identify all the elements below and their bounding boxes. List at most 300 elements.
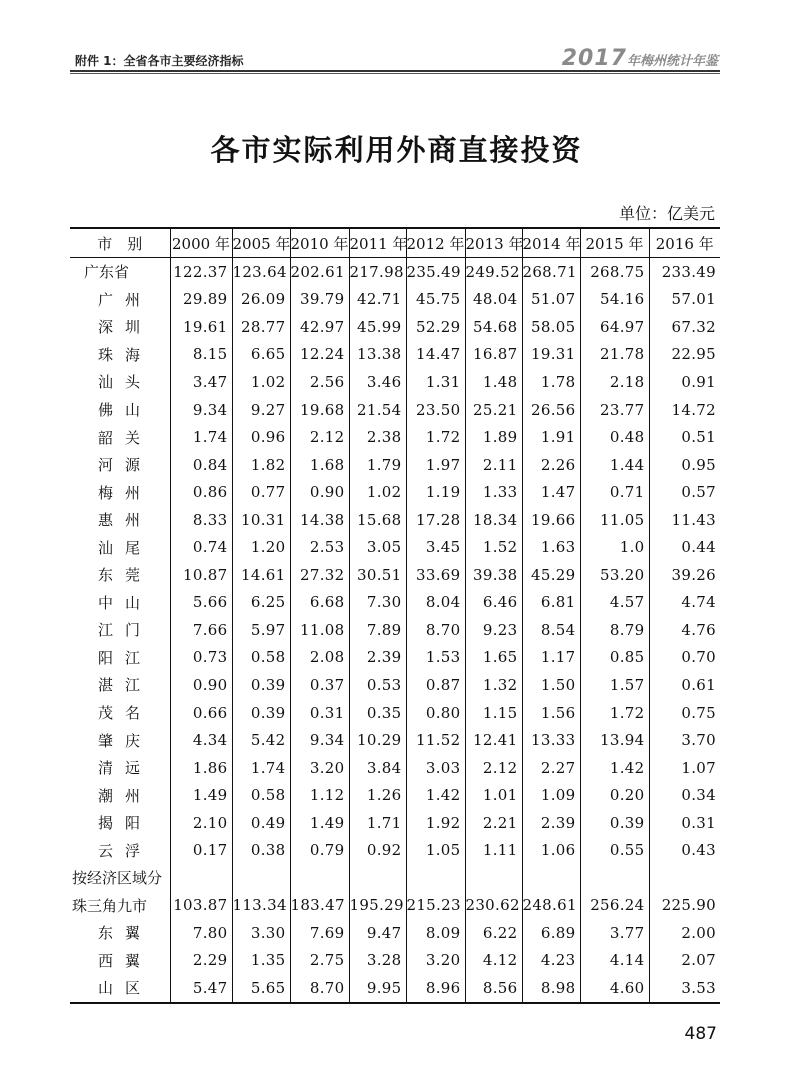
table-cell: 57.01 (649, 286, 720, 314)
table-cell: 217.98 (349, 258, 406, 286)
table-cell: 0.90 (170, 671, 232, 699)
table-row (70, 506, 720, 534)
table-row (70, 644, 720, 672)
row-label: 东莞 (98, 566, 153, 585)
table-cell: 2.21 (465, 809, 522, 837)
table-row (70, 726, 720, 754)
column-header-city: 市 别 (70, 228, 170, 258)
table-row (70, 368, 720, 396)
table-cell: 2.27 (522, 754, 580, 782)
row-label: 梅州 (98, 483, 153, 502)
table-cell: 0.96 (232, 423, 290, 451)
table-cell: 1.86 (170, 754, 232, 782)
table-cell: 13.94 (580, 726, 649, 754)
table-cell: 1.09 (522, 781, 580, 809)
table-cell: 268.71 (522, 258, 580, 286)
table-cell: 4.34 (170, 726, 232, 754)
row-label: 揭阳 (98, 814, 153, 833)
table-cell: 1.19 (406, 478, 465, 506)
table-cell: 2.39 (349, 644, 406, 672)
table-cell: 0.71 (580, 478, 649, 506)
yearbook-year: 2017 (561, 46, 627, 71)
table-cell: 45.99 (349, 313, 406, 341)
table-row (70, 919, 720, 947)
table-row (70, 809, 720, 837)
table-cell: 1.91 (522, 423, 580, 451)
header-rule-thin (70, 73, 720, 74)
table-cell: 5.42 (232, 726, 290, 754)
table-cell: 0.95 (649, 451, 720, 479)
table-row (70, 341, 720, 369)
table-cell: 2.53 (290, 533, 349, 561)
table-cell: 1.50 (522, 671, 580, 699)
table-cell: 0.74 (170, 533, 232, 561)
table-cell: 3.20 (290, 754, 349, 782)
table-cell: 1.72 (406, 423, 465, 451)
table-cell: 8.15 (170, 341, 232, 369)
table-cell: 113.34 (232, 892, 290, 920)
table-cell: 0.66 (170, 699, 232, 727)
table-cell: 1.49 (290, 809, 349, 837)
table-cell: 10.87 (170, 561, 232, 589)
table-cell: 3.84 (349, 754, 406, 782)
table-cell: 67.32 (649, 313, 720, 341)
table-cell: 1.65 (465, 644, 522, 672)
table-cell: 8.54 (522, 616, 580, 644)
table-cell: 39.26 (649, 561, 720, 589)
column-header-year: 2016 年 (649, 228, 720, 258)
table-cell: 1.53 (406, 644, 465, 672)
table-cell: 1.71 (349, 809, 406, 837)
table-cell: 1.20 (232, 533, 290, 561)
table-cell: 45.75 (406, 286, 465, 314)
table-cell: 9.95 (349, 974, 406, 1003)
table-cell: 51.07 (522, 286, 580, 314)
table-cell: 1.89 (465, 423, 522, 451)
table-cell: 0.79 (290, 836, 349, 864)
table-cell: 4.14 (580, 947, 649, 975)
row-label: 汕尾 (98, 538, 153, 557)
table-cell: 0.43 (649, 836, 720, 864)
table-cell: 23.77 (580, 396, 649, 424)
table-cell: 1.35 (232, 947, 290, 975)
table-cell: 54.16 (580, 286, 649, 314)
table-cell: 1.72 (580, 699, 649, 727)
table-cell: 0.57 (649, 478, 720, 506)
table-cell: 8.79 (580, 616, 649, 644)
row-label: 清远 (98, 759, 153, 778)
row-label: 潮州 (98, 786, 153, 805)
table-cell (170, 864, 232, 892)
table-cell: 249.52 (465, 258, 522, 286)
table-cell: 4.23 (522, 947, 580, 975)
table-cell: 3.05 (349, 533, 406, 561)
row-label: 广州 (98, 290, 153, 309)
table-cell: 6.68 (290, 589, 349, 617)
table-cell: 0.73 (170, 644, 232, 672)
table-cell: 3.77 (580, 919, 649, 947)
table-cell: 0.87 (406, 671, 465, 699)
table-cell: 0.35 (349, 699, 406, 727)
table-cell: 1.01 (465, 781, 522, 809)
unit-label: 单位：亿美元 (618, 204, 715, 223)
table-cell: 1.07 (649, 754, 720, 782)
table-cell: 7.80 (170, 919, 232, 947)
table-row (70, 533, 720, 561)
table-cell: 9.27 (232, 396, 290, 424)
table-cell: 0.39 (232, 699, 290, 727)
table-cell: 8.56 (465, 974, 522, 1003)
page-number: 487 (684, 1024, 717, 1044)
yearbook-header (562, 46, 718, 71)
table-cell: 1.74 (170, 423, 232, 451)
table-cell: 53.20 (580, 561, 649, 589)
table-cell: 9.34 (290, 726, 349, 754)
table-cell: 27.32 (290, 561, 349, 589)
table-row (70, 451, 720, 479)
table-cell: 2.26 (522, 451, 580, 479)
table-cell: 1.26 (349, 781, 406, 809)
column-header-year: 2014 年 (522, 228, 580, 258)
table-cell: 11.08 (290, 616, 349, 644)
table-cell: 3.45 (406, 533, 465, 561)
table-cell (465, 864, 522, 892)
table-cell: 1.92 (406, 809, 465, 837)
table-cell: 39.38 (465, 561, 522, 589)
fdi-table (70, 227, 720, 1004)
table-row (70, 423, 720, 451)
row-label: 西翼 (98, 951, 153, 970)
table-cell: 58.05 (522, 313, 580, 341)
table-cell: 1.42 (580, 754, 649, 782)
table-cell: 183.47 (290, 892, 349, 920)
table-cell: 14.38 (290, 506, 349, 534)
table-cell: 3.30 (232, 919, 290, 947)
section-header: 附件 1：全省各市主要经济指标 (75, 54, 244, 68)
table-cell: 28.77 (232, 313, 290, 341)
table-cell: 0.48 (580, 423, 649, 451)
table-cell: 12.24 (290, 341, 349, 369)
table-cell: 54.68 (465, 313, 522, 341)
table-cell: 6.65 (232, 341, 290, 369)
table-cell: 2.18 (580, 368, 649, 396)
table-cell: 0.55 (580, 836, 649, 864)
table-row (70, 892, 720, 920)
table-cell: 0.49 (232, 809, 290, 837)
table-cell: 13.33 (522, 726, 580, 754)
table-cell: 2.11 (465, 451, 522, 479)
table-cell: 0.51 (649, 423, 720, 451)
table-cell: 1.06 (522, 836, 580, 864)
page-title: 各市实际利用外商直接投资 (210, 133, 583, 167)
table-cell (522, 864, 580, 892)
table-cell: 39.79 (290, 286, 349, 314)
table-cell: 0.20 (580, 781, 649, 809)
table-row (70, 616, 720, 644)
table-cell: 0.34 (649, 781, 720, 809)
table-cell: 2.75 (290, 947, 349, 975)
row-label: 阳江 (98, 648, 153, 667)
table-cell: 202.61 (290, 258, 349, 286)
table-cell: 195.29 (349, 892, 406, 920)
table-cell: 21.78 (580, 341, 649, 369)
table-body (70, 258, 720, 1003)
table-cell: 16.87 (465, 341, 522, 369)
column-header-year: 2005 年 (232, 228, 290, 258)
table-cell: 0.39 (232, 671, 290, 699)
row-label: 珠三角九市 (72, 896, 148, 915)
table-cell: 10.31 (232, 506, 290, 534)
table-cell (406, 864, 465, 892)
table-cell: 8.96 (406, 974, 465, 1003)
column-header-year: 2015 年 (580, 228, 649, 258)
row-label: 云浮 (98, 841, 153, 860)
row-label: 韶关 (98, 428, 153, 447)
column-header-year: 2010 年 (290, 228, 349, 258)
table-cell: 5.65 (232, 974, 290, 1003)
table-cell: 6.22 (465, 919, 522, 947)
table-cell: 17.28 (406, 506, 465, 534)
table-cell: 11.43 (649, 506, 720, 534)
table-cell: 1.56 (522, 699, 580, 727)
table-cell: 1.48 (465, 368, 522, 396)
table-cell: 1.05 (406, 836, 465, 864)
table-cell: 0.92 (349, 836, 406, 864)
table-cell: 103.87 (170, 892, 232, 920)
table-cell: 0.91 (649, 368, 720, 396)
table-cell: 0.39 (580, 809, 649, 837)
table-cell: 6.89 (522, 919, 580, 947)
table-row (70, 836, 720, 864)
row-label: 茂名 (98, 704, 153, 723)
table-cell: 19.61 (170, 313, 232, 341)
table-cell: 33.69 (406, 561, 465, 589)
row-label: 汕头 (98, 373, 153, 392)
table-cell: 48.04 (465, 286, 522, 314)
row-label: 山区 (70, 974, 170, 1003)
row-label: 江门 (98, 621, 153, 640)
table-cell: 2.39 (522, 809, 580, 837)
table-cell: 2.29 (170, 947, 232, 975)
table-cell: 0.58 (232, 781, 290, 809)
table-cell: 1.02 (349, 478, 406, 506)
column-header-year: 2013 年 (465, 228, 522, 258)
row-label: 中山 (98, 593, 153, 612)
table-cell: 7.69 (290, 919, 349, 947)
table-row (70, 947, 720, 975)
row-label: 深圳 (98, 318, 153, 337)
table-cell: 14.61 (232, 561, 290, 589)
table-cell: 23.50 (406, 396, 465, 424)
table-cell: 5.97 (232, 616, 290, 644)
table-cell: 230.62 (465, 892, 522, 920)
table-row (70, 781, 720, 809)
table-cell: 3.53 (649, 974, 720, 1003)
table-cell: 52.29 (406, 313, 465, 341)
table-cell: 29.89 (170, 286, 232, 314)
table-cell: 2.00 (649, 919, 720, 947)
table-cell: 1.49 (170, 781, 232, 809)
yearbook-name: 年梅州统计年鉴 (626, 54, 718, 69)
table-cell: 8.09 (406, 919, 465, 947)
table-cell: 13.38 (349, 341, 406, 369)
table-cell: 2.12 (290, 423, 349, 451)
table-cell: 4.12 (465, 947, 522, 975)
table-cell: 215.23 (406, 892, 465, 920)
table-cell: 0.90 (290, 478, 349, 506)
table-cell: 0.80 (406, 699, 465, 727)
table-cell: 19.66 (522, 506, 580, 534)
header-rule (70, 70, 720, 72)
table-cell: 8.98 (522, 974, 580, 1003)
table-cell: 1.78 (522, 368, 580, 396)
table-cell: 1.79 (349, 451, 406, 479)
table-cell: 7.30 (349, 589, 406, 617)
table-cell: 26.56 (522, 396, 580, 424)
table-cell: 0.31 (290, 699, 349, 727)
table-cell: 5.47 (170, 974, 232, 1003)
table-cell: 1.32 (465, 671, 522, 699)
table-header-row (70, 228, 720, 258)
table-cell: 26.09 (232, 286, 290, 314)
table-cell: 4.57 (580, 589, 649, 617)
table-cell: 2.07 (649, 947, 720, 975)
table-cell: 0.58 (232, 644, 290, 672)
table-cell: 3.03 (406, 754, 465, 782)
table-cell: 1.17 (522, 644, 580, 672)
table-cell: 11.05 (580, 506, 649, 534)
table-cell: 9.47 (349, 919, 406, 947)
table-cell (580, 864, 649, 892)
table-row (70, 396, 720, 424)
table-cell: 0.61 (649, 671, 720, 699)
table-cell: 1.31 (406, 368, 465, 396)
table-cell: 1.0 (580, 533, 649, 561)
table-cell: 225.90 (649, 892, 720, 920)
table-cell: 1.97 (406, 451, 465, 479)
table-cell: 19.68 (290, 396, 349, 424)
table-cell: 25.21 (465, 396, 522, 424)
table-cell: 1.12 (290, 781, 349, 809)
table-cell: 4.74 (649, 589, 720, 617)
table-cell: 18.34 (465, 506, 522, 534)
table-cell: 9.23 (465, 616, 522, 644)
table-cell: 0.77 (232, 478, 290, 506)
table-cell: 9.34 (170, 396, 232, 424)
table-cell: 15.68 (349, 506, 406, 534)
table-row (70, 754, 720, 782)
table-cell: 233.49 (649, 258, 720, 286)
table-row (70, 974, 720, 1003)
table-cell: 268.75 (580, 258, 649, 286)
table-cell: 0.70 (649, 644, 720, 672)
table-row (70, 671, 720, 699)
row-label: 肇庆 (98, 731, 153, 750)
table-cell: 14.47 (406, 341, 465, 369)
row-label: 按经济区域分 (72, 869, 163, 888)
table-cell: 22.95 (649, 341, 720, 369)
table-cell: 4.76 (649, 616, 720, 644)
table-cell: 7.66 (170, 616, 232, 644)
table-cell (290, 864, 349, 892)
table-cell (232, 864, 290, 892)
table-cell: 0.86 (170, 478, 232, 506)
table-cell: 8.04 (406, 589, 465, 617)
table-row (70, 258, 720, 286)
table-cell: 11.52 (406, 726, 465, 754)
table-cell: 12.41 (465, 726, 522, 754)
table-cell: 30.51 (349, 561, 406, 589)
table-cell: 1.47 (522, 478, 580, 506)
row-label: 河源 (98, 456, 153, 475)
table-cell: 10.29 (349, 726, 406, 754)
table-cell: 1.68 (290, 451, 349, 479)
table-cell: 0.37 (290, 671, 349, 699)
table-cell: 6.81 (522, 589, 580, 617)
table-cell: 0.17 (170, 836, 232, 864)
table-cell: 1.15 (465, 699, 522, 727)
table-row (70, 864, 720, 892)
table-cell: 64.97 (580, 313, 649, 341)
table-cell (349, 864, 406, 892)
row-label: 佛山 (98, 401, 153, 419)
table-row (70, 699, 720, 727)
table-cell: 256.24 (580, 892, 649, 920)
table-row (70, 478, 720, 506)
table-cell: 0.85 (580, 644, 649, 672)
table-cell: 2.56 (290, 368, 349, 396)
table-cell: 1.52 (465, 533, 522, 561)
table-cell: 1.11 (465, 836, 522, 864)
table-cell: 3.28 (349, 947, 406, 975)
table-cell: 6.46 (465, 589, 522, 617)
table-cell: 7.89 (349, 616, 406, 644)
table-cell: 0.84 (170, 451, 232, 479)
column-header-year: 2000 年 (170, 228, 232, 258)
table-cell: 2.08 (290, 644, 349, 672)
table-cell: 1.57 (580, 671, 649, 699)
table-cell: 0.38 (232, 836, 290, 864)
table-cell: 1.44 (580, 451, 649, 479)
row-label: 广东省 (84, 263, 130, 282)
column-header-year: 2011 年 (349, 228, 406, 258)
table-cell: 6.25 (232, 589, 290, 617)
table-cell: 8.33 (170, 506, 232, 534)
row-label: 湛江 (98, 676, 153, 695)
table-cell: 1.33 (465, 478, 522, 506)
table-cell: 248.61 (522, 892, 580, 920)
row-label: 珠海 (98, 345, 153, 364)
column-header-year: 2012 年 (406, 228, 465, 258)
table-cell: 45.29 (522, 561, 580, 589)
table-cell: 1.82 (232, 451, 290, 479)
table-cell: 2.12 (465, 754, 522, 782)
table-cell: 8.70 (290, 974, 349, 1003)
table-cell: 1.63 (522, 533, 580, 561)
table-cell: 21.54 (349, 396, 406, 424)
table-cell: 5.66 (170, 589, 232, 617)
table-cell: 2.38 (349, 423, 406, 451)
table-cell (649, 864, 720, 892)
row-label: 东翼 (98, 924, 153, 943)
table-cell: 122.37 (170, 258, 232, 286)
table-cell: 1.74 (232, 754, 290, 782)
row-label: 惠州 (98, 511, 153, 530)
table-cell: 1.02 (232, 368, 290, 396)
table-row (70, 286, 720, 314)
table-cell: 42.97 (290, 313, 349, 341)
table-cell: 19.31 (522, 341, 580, 369)
